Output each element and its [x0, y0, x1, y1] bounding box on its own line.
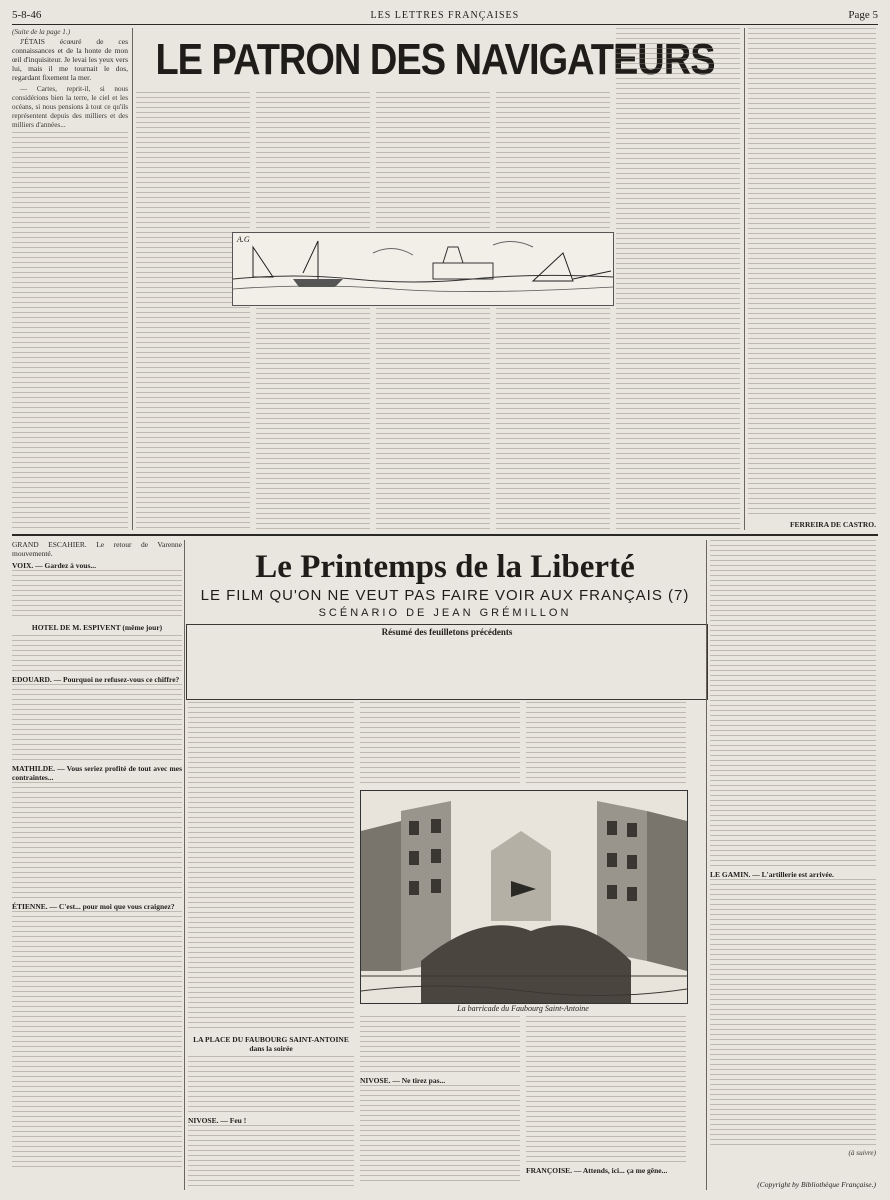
body-text [136, 92, 250, 530]
script-column-3 [360, 702, 520, 786]
body-text [12, 132, 128, 530]
body-text [188, 702, 354, 1032]
barricade-illustration [361, 791, 687, 1003]
article-lead: J'ÉTAIS écœuré de ces connaissances et de la honte de mon œil d'inquisiteur. Je levai les yeux vers lui, mais il me tournait le dos, regardant fixement la mer. [12, 37, 128, 82]
author-signature: FERREIRA DE CASTRO. [789, 520, 876, 529]
body-text [256, 92, 370, 230]
body-text [12, 635, 182, 675]
script-column-5 [710, 540, 876, 1176]
issue-date: 5-8-46 [12, 9, 42, 21]
article-paragraph: — Cartes, reprit-il, si nous considérions bien la terre, le ciel et les océans, si nous pensions à tout ce qu'ils représentent depuis des milliers et des milliers d'années... [12, 85, 128, 129]
speaker-line: ÉTIENNE. — C'est... pour moi que vous craignez? [12, 902, 175, 911]
article-column-4 [376, 92, 490, 230]
section-divider [12, 534, 878, 536]
article-column-6 [616, 28, 740, 530]
article-column-3 [256, 92, 370, 230]
body-text [710, 540, 876, 870]
script-column-2 [188, 702, 354, 1190]
copyright-note: (Copyright by Bibliothèque Française.) [757, 1180, 876, 1189]
continued-note: (Suite de la page 1.) [12, 28, 71, 36]
running-head [12, 6, 878, 25]
summary-title: Résumé des feuilletons précédents [381, 627, 513, 637]
column-rule [132, 28, 133, 530]
feature-author: SCÉNARIO DE JEAN GRÉMILLON [318, 607, 572, 619]
scene-heading: LA PLACE DU FAUBOURG SAINT-ANTOINE dans la soirée [193, 1035, 349, 1053]
speaker-line: MATHILDE. — Vous seriez profité de tout avec mes contraintes... [12, 764, 182, 782]
body-text [748, 28, 876, 516]
body-text [360, 702, 520, 786]
body-text [526, 702, 686, 786]
script-column-1 [12, 540, 182, 1190]
body-text [360, 1016, 520, 1076]
article-column-5 [496, 92, 610, 230]
article-column-4b [376, 308, 490, 530]
speaker-line: VOIX. — Gardez à vous... [12, 561, 97, 570]
article-column-1 [12, 28, 128, 530]
article-column-3b [256, 308, 370, 530]
summary-text [193, 641, 701, 695]
scene-heading: HOTEL DE M. ESPIVENT (même jour) [31, 623, 163, 632]
page-number: Page 5 [848, 9, 878, 21]
body-text [360, 1085, 520, 1185]
speaker-line: LE GAMIN. — L'artillerie est arrivée. [710, 870, 834, 879]
body-text [376, 308, 490, 530]
body-text [256, 308, 370, 530]
script-column-4b [526, 1016, 686, 1190]
summary-box [186, 624, 708, 700]
body-text [12, 570, 182, 620]
script-lead: GRAND ESCAHIER. Le retour de Varenne mouvementé. [12, 540, 182, 558]
body-text [526, 1016, 686, 1166]
body-text [12, 684, 182, 764]
body-text [12, 911, 182, 1171]
feature-subtitle: LE FILM QU'ON NE VEUT PAS FAIRE VOIR AUX FRANÇAIS (7) [200, 587, 690, 604]
script-column-3b [360, 1016, 520, 1190]
body-text [188, 1125, 354, 1190]
body-text [710, 879, 876, 1149]
column-rule [184, 540, 185, 1190]
article-column-5b [496, 308, 610, 530]
body-text [496, 308, 610, 530]
drawing-signature: A.G [237, 235, 250, 244]
harbor-illustration [233, 233, 613, 305]
to-be-continued: (à suivre) [848, 1149, 876, 1157]
speaker-line: EDOUARD. — Pourquoi ne refusez-vous ce chiffre? [12, 675, 180, 684]
body-text [12, 782, 182, 902]
harbor-drawing [232, 232, 614, 306]
engraving-caption: La barricade du Faubourg Saint-Antoine [457, 1004, 589, 1013]
publication-name: LES LETTRES FRANÇAISES [370, 9, 520, 21]
script-column-4 [526, 702, 686, 786]
speaker-line: NIVOSE. — Ne tirez pas... [360, 1076, 446, 1085]
column-rule [706, 540, 707, 1190]
article-headline: LE PATRON DES NAVIGATEURS [155, 36, 715, 85]
body-text [188, 1056, 354, 1116]
article-column-7 [748, 28, 876, 530]
column-rule [744, 28, 745, 530]
barricade-engraving [360, 790, 688, 1004]
body-text [376, 92, 490, 230]
body-text [496, 92, 610, 230]
feature-title: Le Printemps de la Liberté [255, 549, 635, 585]
speaker-line: NIVOSE. — Feu ! [188, 1116, 247, 1125]
article-column-2 [136, 92, 250, 530]
speaker-line: FRANÇOISE. — Attends, ici... ça me gêne... [526, 1166, 668, 1175]
body-text [616, 28, 740, 530]
